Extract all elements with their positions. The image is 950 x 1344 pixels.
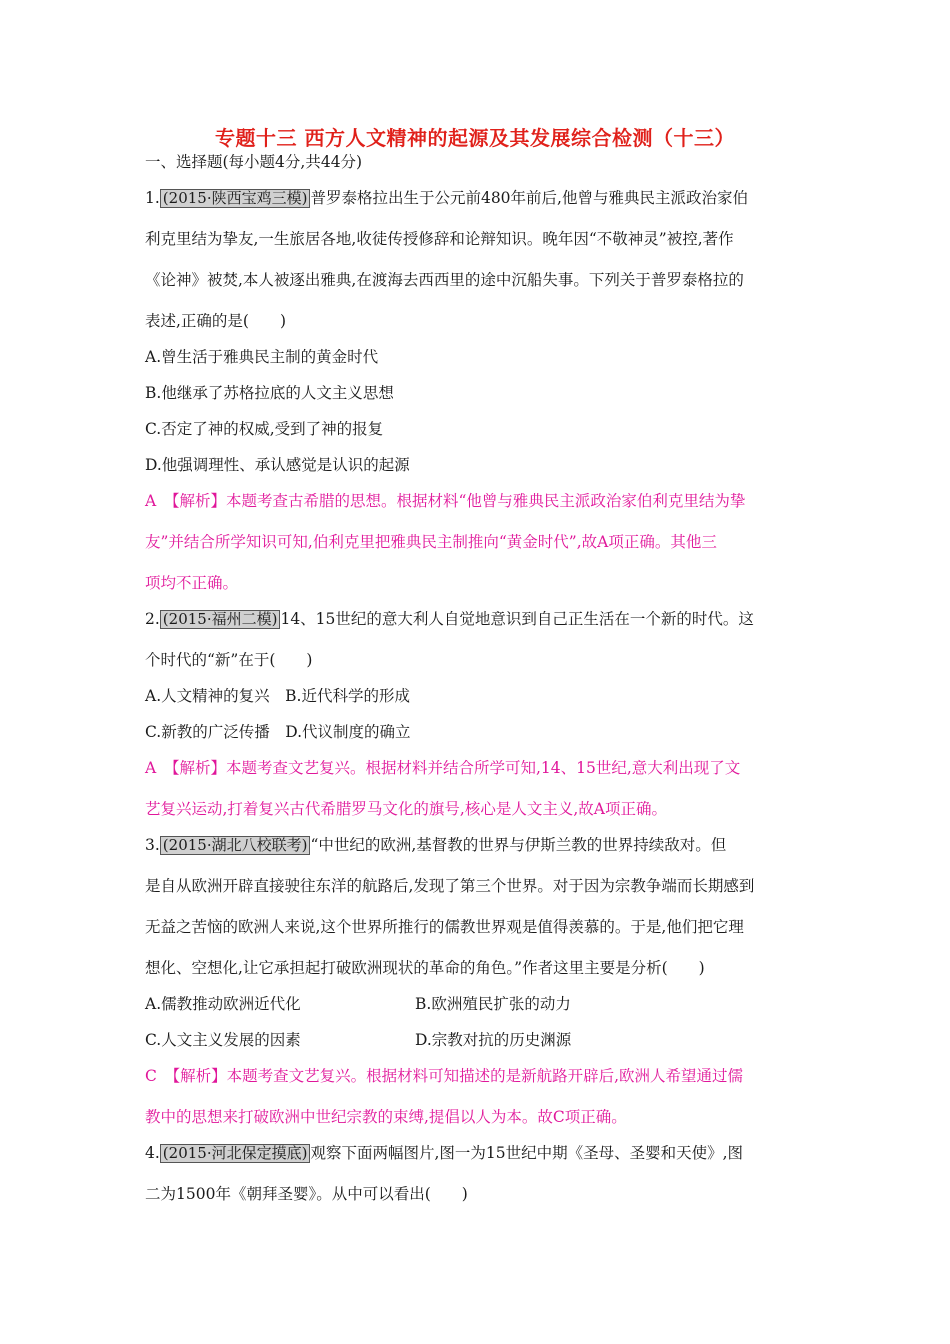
question-4-source-tag: (2015·河北保定摸底) [160,1144,311,1163]
question-3-line-1 [145,835,815,855]
question-2-line-2: 个时代的“新”在于( ) [145,651,313,669]
question-3-option-c: C.人文主义发展的因素 [145,1031,301,1049]
question-4-number: 4. [145,1144,160,1162]
question-1-line-3: 《论神》被焚,本人被逐出雅典,在渡海去西西里的途中沉船失事。下列关于普罗泰格拉的 [145,271,744,289]
question-3-option-a: A.儒教推动欧洲近代化 [145,995,301,1013]
question-2-text: 14、15世纪的意大利人自觉地意识到自己正生活在一个新的时代。这 [280,610,754,628]
question-1-option-b: B.他继承了苏格拉底的人文主义思想 [145,384,394,402]
question-3-options-cd [145,1030,815,1050]
question-2-line-1 [145,609,815,629]
question-1-source-tag: (2015·陕西宝鸡三模) [160,189,311,208]
question-1-option-a: A.曾生活于雅典民主制的黄金时代 [145,348,379,366]
question-2-options-ab: A.人文精神的复兴 B.近代科学的形成 [145,687,410,705]
question-3-answer-line-1: C 【解析】本题考查文艺复兴。根据材料可知描述的是新航路开辟后,欧洲人希望通过儒 [145,1067,744,1085]
question-1-answer-line-3: 项均不正确。 [145,574,239,592]
question-1-answer-line-2: 友”并结合所学知识可知,伯利克里把雅典民主制推向“黄金时代”,故A项正确。其他三 [145,533,717,551]
question-1-line-2: 利克里结为挚友,一生旅居各地,收徒传授修辞和论辩知识。晚年因“不敬神灵”被控,著作 [145,230,734,248]
question-3-option-d: D.宗教对抗的历史渊源 [415,1031,572,1049]
question-3-option-b: B.欧洲殖民扩张的动力 [415,995,571,1013]
question-3-options-ab [145,994,815,1014]
question-3-line-4: 想化、空想化,让它承担起打破欧洲现状的革命的角色。”作者这里主要是分析( ) [145,959,705,977]
question-1-line-1 [145,188,815,208]
section-heading: 一、选择题(每小题4分,共44分) [145,153,363,171]
question-1-answer-line-1: A 【解析】本题考查古希腊的思想。根据材料“他曾与雅典民主派政治家伯利克里结为挚 [145,492,746,510]
question-2-options-cd: C.新教的广泛传播 D.代议制度的确立 [145,723,411,741]
question-2-answer-line-1: A 【解析】本题考查文艺复兴。根据材料并结合所学可知,14、15世纪,意大利出现了文 [145,759,741,777]
question-1-line-4: 表述,正确的是( ) [145,312,287,330]
question-4-line-2: 二为1500年《朝拜圣婴》。从中可以看出( ) [145,1185,468,1203]
question-3-answer-line-2: 教中的思想来打破欧洲中世纪宗教的束缚,提倡以人为本。故C项正确。 [145,1108,627,1126]
question-3-line-3: 无益之苦恼的欧洲人来说,这个世界所推行的儒教世界观是值得羡慕的。于是,他们把它理 [145,918,744,936]
question-1-option-d: D.他强调理性、承认感觉是认识的起源 [145,456,410,474]
question-2-number: 2. [145,610,160,628]
question-3-line-2: 是自从欧洲开辟直接驶往东洋的航路后,发现了第三个世界。对于因为宗教争端而长期感到 [145,877,755,895]
question-1-option-c: C.否定了神的权威,受到了神的报复 [145,420,384,438]
question-3-source-tag: (2015·湖北八校联考) [160,836,311,855]
question-4-text: 观察下面两幅图片,图一为15世纪中期《圣母、圣婴和天使》,图 [310,1144,744,1162]
question-1-text: 普罗泰格拉出生于公元前480年前后,他曾与雅典民主派政治家伯 [310,189,748,207]
question-1-number: 1. [145,189,160,207]
question-2-source-tag: (2015·福州二模) [160,610,281,629]
question-3-text: “中世纪的欧洲,基督教的世界与伊斯兰教的世界持续敌对。但 [310,836,727,854]
question-4-line-1 [145,1143,815,1163]
page-title: 专题十三 西方人文精神的起源及其发展综合检测（十三） [215,126,735,150]
question-2-answer-line-2: 艺复兴运动,打着复兴古代希腊罗马文化的旗号,核心是人文主义,故A项正确。 [145,800,667,818]
question-3-number: 3. [145,836,160,854]
